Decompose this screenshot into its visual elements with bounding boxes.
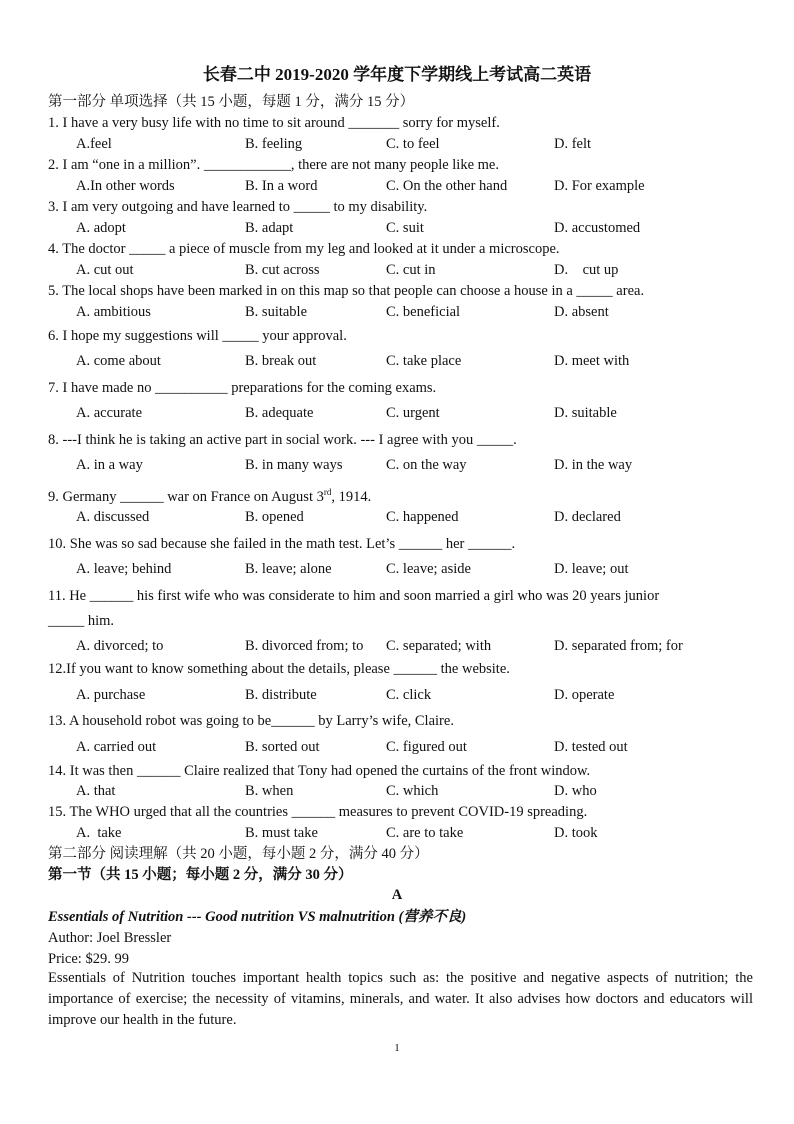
option-a: A. divorced; to xyxy=(76,638,164,654)
question-stem: 15. The WHO urged that all the countries ______ measures to prevent COVID-19 spreading. xyxy=(48,804,588,820)
option-b: B. sorted out xyxy=(245,739,320,755)
option-b: B. cut across xyxy=(245,262,320,278)
option-d: D. separated from; for xyxy=(554,638,683,654)
option-b: B. break out xyxy=(245,353,317,369)
option-c: C. on the way xyxy=(386,457,467,473)
option-b: B. adapt xyxy=(245,220,294,236)
option-b: B. feeling xyxy=(245,136,303,152)
option-a: A. cut out xyxy=(76,262,134,278)
option-b: B. In a word xyxy=(245,178,318,194)
option-c: C. urgent xyxy=(386,405,440,421)
question-stem: 5. The local shops have been marked in on this map so that people can choose a house in a _____ area. xyxy=(48,283,645,299)
option-d: D. For example xyxy=(554,178,645,194)
question-stem: 1. I have a very busy life with no time to sit around _______ sorry for myself. xyxy=(48,115,500,131)
book-description: Essentials of Nutrition touches important health topics such as: the positive and negative aspects of nutrition; the importance of exercise; the necessity of vitamins, minerals, and water. It also advises how doctors and educators will improve our health in the future. xyxy=(48,970,753,1028)
book-price: Price: $29. 99 xyxy=(48,951,129,967)
option-d: D. absent xyxy=(554,304,609,320)
part1-header: 第一部分 单项选择（共 15 小题，每题 1 分，满分 15 分） xyxy=(48,94,415,110)
option-c: C. suit xyxy=(386,220,424,236)
option-a: A. ambitious xyxy=(76,304,151,320)
option-a: A.In other words xyxy=(76,178,175,194)
page-number: 1 xyxy=(394,1042,400,1054)
option-a: A. take xyxy=(76,825,122,841)
option-b: B. must take xyxy=(245,825,318,841)
question-stem: 3. I am very outgoing and have learned to _____ to my disability. xyxy=(48,199,428,215)
option-a: A. accurate xyxy=(76,405,143,421)
option-d: D. leave; out xyxy=(554,561,629,577)
question-stem: 6. I hope my suggestions will _____ your approval. xyxy=(48,328,347,344)
option-d: D. who xyxy=(554,783,597,799)
option-a: A. purchase xyxy=(76,687,146,703)
question-stem: 12.If you want to know something about the details, please ______ the website. xyxy=(48,661,510,677)
option-d: D. accustomed xyxy=(554,220,641,236)
part2-header: 第二部分 阅读理解（共 20 小题，每小题 2 分，满分 40 分） xyxy=(48,846,429,862)
option-c: C. happened xyxy=(386,509,459,525)
option-d: D. tested out xyxy=(554,739,628,755)
option-b: B. leave; alone xyxy=(245,561,332,577)
option-c: C. cut in xyxy=(386,262,436,278)
option-b: B. divorced from; to xyxy=(245,638,364,654)
option-c: C. which xyxy=(386,783,439,799)
option-b: B. adequate xyxy=(245,405,314,421)
option-d: D. suitable xyxy=(554,405,617,421)
option-c: C. figured out xyxy=(386,739,467,755)
question-stem-main: 9. Germany ______ war on France on August 3 xyxy=(48,488,324,505)
question-stem: 2. I am “one in a million”. ____________, there are not many people like me. xyxy=(48,157,499,173)
option-c: C. take place xyxy=(386,353,462,369)
ordinal-suffix: rd xyxy=(323,487,332,497)
option-b: B. opened xyxy=(245,509,304,525)
question-stem: 13. A household robot was going to be______ by Larry’s wife, Claire. xyxy=(48,713,454,729)
option-b: B. suitable xyxy=(245,304,308,320)
option-d: D. meet with xyxy=(554,353,630,369)
question-stem: 7. I have made no __________ preparations for the coming exams. xyxy=(48,380,437,396)
option-a: A. discussed xyxy=(76,509,150,525)
option-d: D. took xyxy=(554,825,598,841)
option-d: D. declared xyxy=(554,509,621,525)
option-c: C. are to take xyxy=(386,825,464,841)
option-a: A. that xyxy=(76,783,116,799)
option-a: A.feel xyxy=(76,136,112,152)
option-a: A. come about xyxy=(76,353,161,369)
option-a: A. adopt xyxy=(76,220,126,236)
option-c: C. to feel xyxy=(386,136,440,152)
passage-label: A xyxy=(391,887,403,903)
option-d: D. cut up xyxy=(554,262,619,278)
option-d: D. felt xyxy=(554,136,592,152)
book-title: Essentials of Nutrition --- Good nutrition VS malnutrition (营养不良) xyxy=(48,909,467,925)
exam-title: 长春二中 2019-2020 学年度下学期线上考试高二英语 xyxy=(202,65,592,84)
option-a: A. carried out xyxy=(76,739,157,755)
question-stem: 11. He ______ his first wife who was considerate to him and soon married a girl who was 20 years junior xyxy=(48,588,660,604)
option-b: B. distribute xyxy=(245,687,317,703)
question-stem: 4. The doctor _____ a piece of muscle from my leg and looked at it under a microscope. xyxy=(48,241,560,257)
option-b: B. in many ways xyxy=(245,457,343,473)
book-author: Author: Joel Bressler xyxy=(48,930,172,946)
question-stem xyxy=(48,483,371,506)
option-a: A. in a way xyxy=(76,457,143,473)
option-c: C. separated; with xyxy=(386,638,492,654)
option-c: C. click xyxy=(386,687,432,703)
option-d: D. in the way xyxy=(554,457,633,473)
question-stem-end: , 1914. xyxy=(331,488,372,505)
section1-header: 第一节（共 15 小题；每小题 2 分，满分 30 分） xyxy=(48,867,353,883)
question-stem-continued: _____ him. xyxy=(48,613,115,629)
option-c: C. leave; aside xyxy=(386,561,471,577)
question-stem: 8. ---I think he is taking an active part in social work. --- I agree with you _____. xyxy=(48,432,517,448)
question-stem: 14. It was then ______ Claire realized that Tony had opened the curtains of the front window. xyxy=(48,763,591,779)
option-a: A. leave; behind xyxy=(76,561,172,577)
option-b: B. when xyxy=(245,783,294,799)
option-c: C. On the other hand xyxy=(386,178,508,194)
question-stem: 10. She was so sad because she failed in the math test. Let’s ______ her ______. xyxy=(48,536,516,552)
option-d: D. operate xyxy=(554,687,615,703)
option-c: C. beneficial xyxy=(386,304,461,320)
